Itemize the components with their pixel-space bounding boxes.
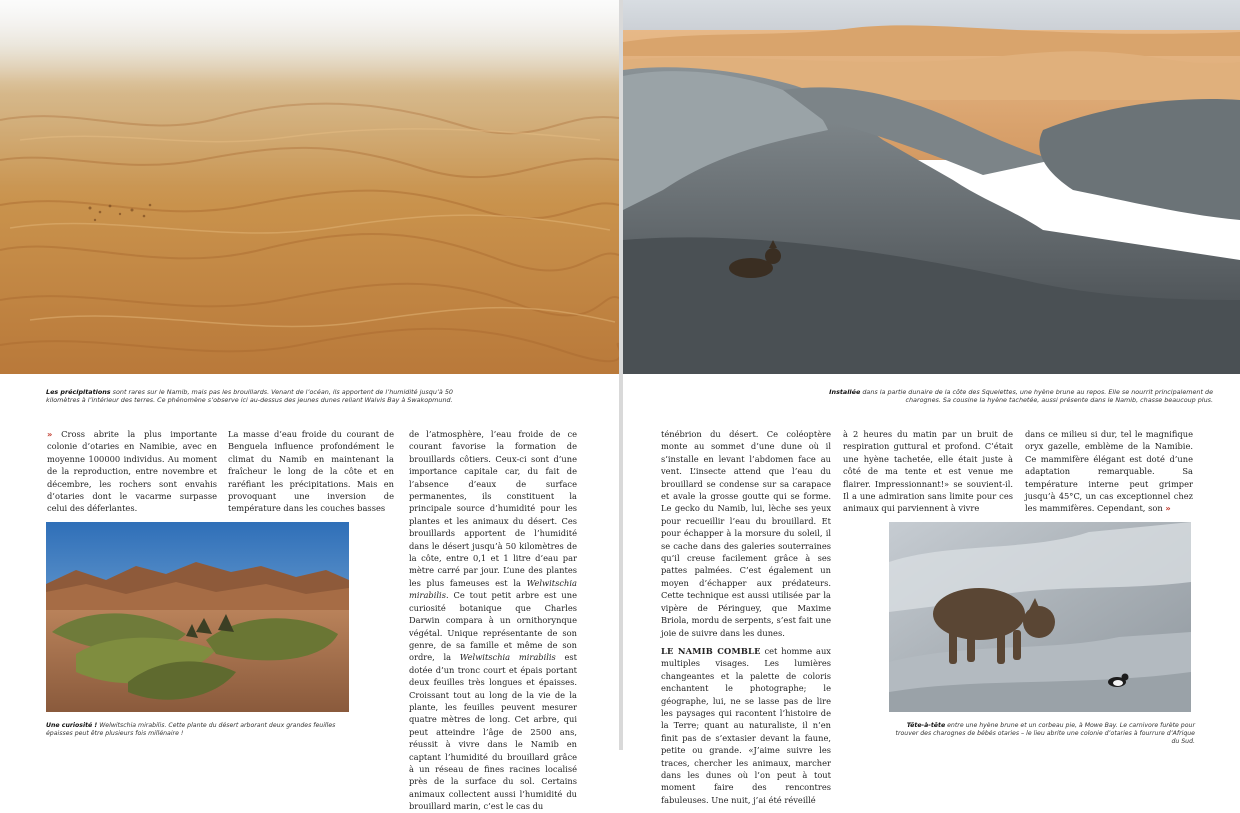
text-column-3	[1025, 428, 1193, 514]
hero-caption-lead: Les précipitations	[46, 388, 111, 396]
inset-caption-text: Welwitschia mirabilis. Cette plante du désert arborant deux grandes feuilles épaisses peut être plusieurs fois millénaire !	[46, 722, 336, 738]
paragraph-marker: »	[47, 429, 53, 439]
column-text: dans ce milieu si dur, tel le magnifique oryx gazelle, emblème de la Namibie. Ce mammifère élégant est doté d’une adaptation remarquable. Sa température interne peut grimper jusqu’à 45°C, un cas exceptionnel chez les mammifères. Cependant, son	[1025, 429, 1193, 514]
inset-caption-lead: Tête-à-tête	[906, 722, 946, 729]
species-name: Welwitschia mirabilis	[409, 577, 577, 601]
text-column-2	[843, 428, 1013, 514]
paragraph-marker: »	[1165, 503, 1171, 514]
hero-caption-text: sont rares sur le Namib, mais pas les brouillards. Venant de l’océan, ils apportent de l’humidité jusqu’à 50 kilomètres à l’intérieur des terres. Ce phénomène s’observe ici au-dessus des jeunes dunes reliant Walvis Bay à Swakopmund.	[46, 388, 453, 405]
inset-caption	[889, 722, 1195, 747]
column-text-c: est dotée d’un tronc court et épais portant deux feuilles très longues et épaisses. Croissant tout au long de la vie de la plante, les feuilles peuvent mesurer quatre mètres de long. Cet arbre, qui peut atteindre l’âge de 2500 ans, réussit à vivre dans le Namib en captant l’humidité du brouillard grâce à un réseau de fines racines localisé près de la surface du sol. Certains animaux collectent aussi l’humidité du brouillard marin, c’est le cas du	[409, 652, 578, 812]
hero-caption	[823, 388, 1213, 405]
hero-caption-text: dans la partie dunaire de la côte des Squelettes, une hyène brune au repos. Elle se nourrit principalement de charognes. Sa cousine la hyène tachetée, aussi présente dans le Namib, chasse beaucoup plus.	[862, 388, 1213, 405]
dunes-aerial-photo	[0, 0, 619, 374]
text-column-1	[661, 428, 831, 805]
column-text-a: ténébrion du désert. Ce coléoptère monte au sommet d’une dune où il s’installe en levant l’abdomen face au vent. L’insecte attend que l’eau du brouillard se condense sur sa carapace et avale la grosse goutte qui se forme. Le gecko du Namib, lui, lèche ses yeux pour recueillir l’eau du brouillard. Et pour échapper à la morsure du soleil, il se cache dans des galeries souterraines qu’il creuse facilement grâce à ses pattes palmées. C’est également un moyen d’échapper aux prédateurs. Cette technique est aussi utilisée par la vipère de Péringuey, que Maxime Briola, mordu de serpents, s’est fait une joie de suivre dans les dunes.	[661, 429, 831, 638]
column-text-b: cet homme aux multiples visages. Les lumières changeantes et la palette de coloris enchantent le photographe; le géographe, lui, ne se lasse pas de lire les paysages qui racontent l’histoire de la Terre; quant au naturaliste, il n’en finit pas de s’extasier devant la faune, petite ou grande. «J’aime suivre les traces, chercher les animaux, marcher dans les dunes où l’on peut à tout moment faire des rencontres fabuleuses. Une nuit, j’ai été réveillé	[661, 645, 831, 805]
column-text-a: de l’atmosphère, l’eau froide de ce courant favorise la formation de brouillards côtiers. Ceux-ci sont d’une importance capitale car, du fait de l’absence d’eaux de surface permanentes, ils constituent la principale source d’humidité pour les plantes et les animaux du désert. Ces brouillards apportent de l’humidité dans le désert jusqu’à 50 kilomètres de la côte, entre 0,1 et 1 litre d’eau par mètre carré par jour. L’une des plantes les plus fameuses est la	[409, 429, 577, 588]
section-lead: LE NAMIB COMBLE	[661, 645, 761, 656]
welwitschia-photo	[46, 522, 349, 712]
column-text: Cross abrite la plus importante colonie d’otaries en Namibie, avec en moyenne 100000 individus. Au moment de la reproduction, entre novembre et décembre, les rochers sont envahis d’otaries dont le vacarme surpasse celui des déferlantes.	[47, 429, 218, 514]
hyena-dunes-photo	[623, 0, 1240, 374]
hyena-magpie-photo	[889, 522, 1191, 712]
text-column-3	[409, 428, 578, 812]
hero-caption-lead: Installée	[829, 388, 861, 396]
left-page	[0, 0, 619, 812]
text-column-2	[228, 428, 394, 514]
hero-caption	[46, 388, 476, 405]
inset-caption-text: entre une hyène brune et un corbeau pie, à Mowe Bay. Le carnivore furète pour trouver des charognes de bébés otaries – le lieu abrite une colonie d’otaries à fourrure d’Afrique du Sud.	[895, 722, 1195, 746]
right-page	[623, 0, 1240, 805]
inset-caption-lead: Une curiosité !	[46, 722, 98, 729]
column-text-b: . Ce tout petit arbre est une curiosité botanique que Charles Darwin compara à un ornithorynque végétal. Unique représentante de son genre, de sa famille et même de son ordre, la	[409, 590, 577, 663]
species-name: Welwitschia mirabilis	[459, 652, 556, 663]
inset-caption	[46, 722, 356, 738]
column-text: à 2 heures du matin par un bruit de respiration guttural et profond. C’était une hyène tachetée, elle était juste à côté de ma tente et est venue me flairer. Impressionnant!» se souvient-il. Il a une admiration sans limite pour ces animaux qui parviennent à vivre	[843, 429, 1013, 514]
text-column-1	[47, 428, 218, 514]
column-text: La masse d’eau froide du courant de Benguela influence profondément le climat du Namib en maintenant la fraîcheur le long de la côte et en raréfiant les précipitations. Mais en provoquant une inversion de température dans les couches basses	[228, 429, 394, 514]
